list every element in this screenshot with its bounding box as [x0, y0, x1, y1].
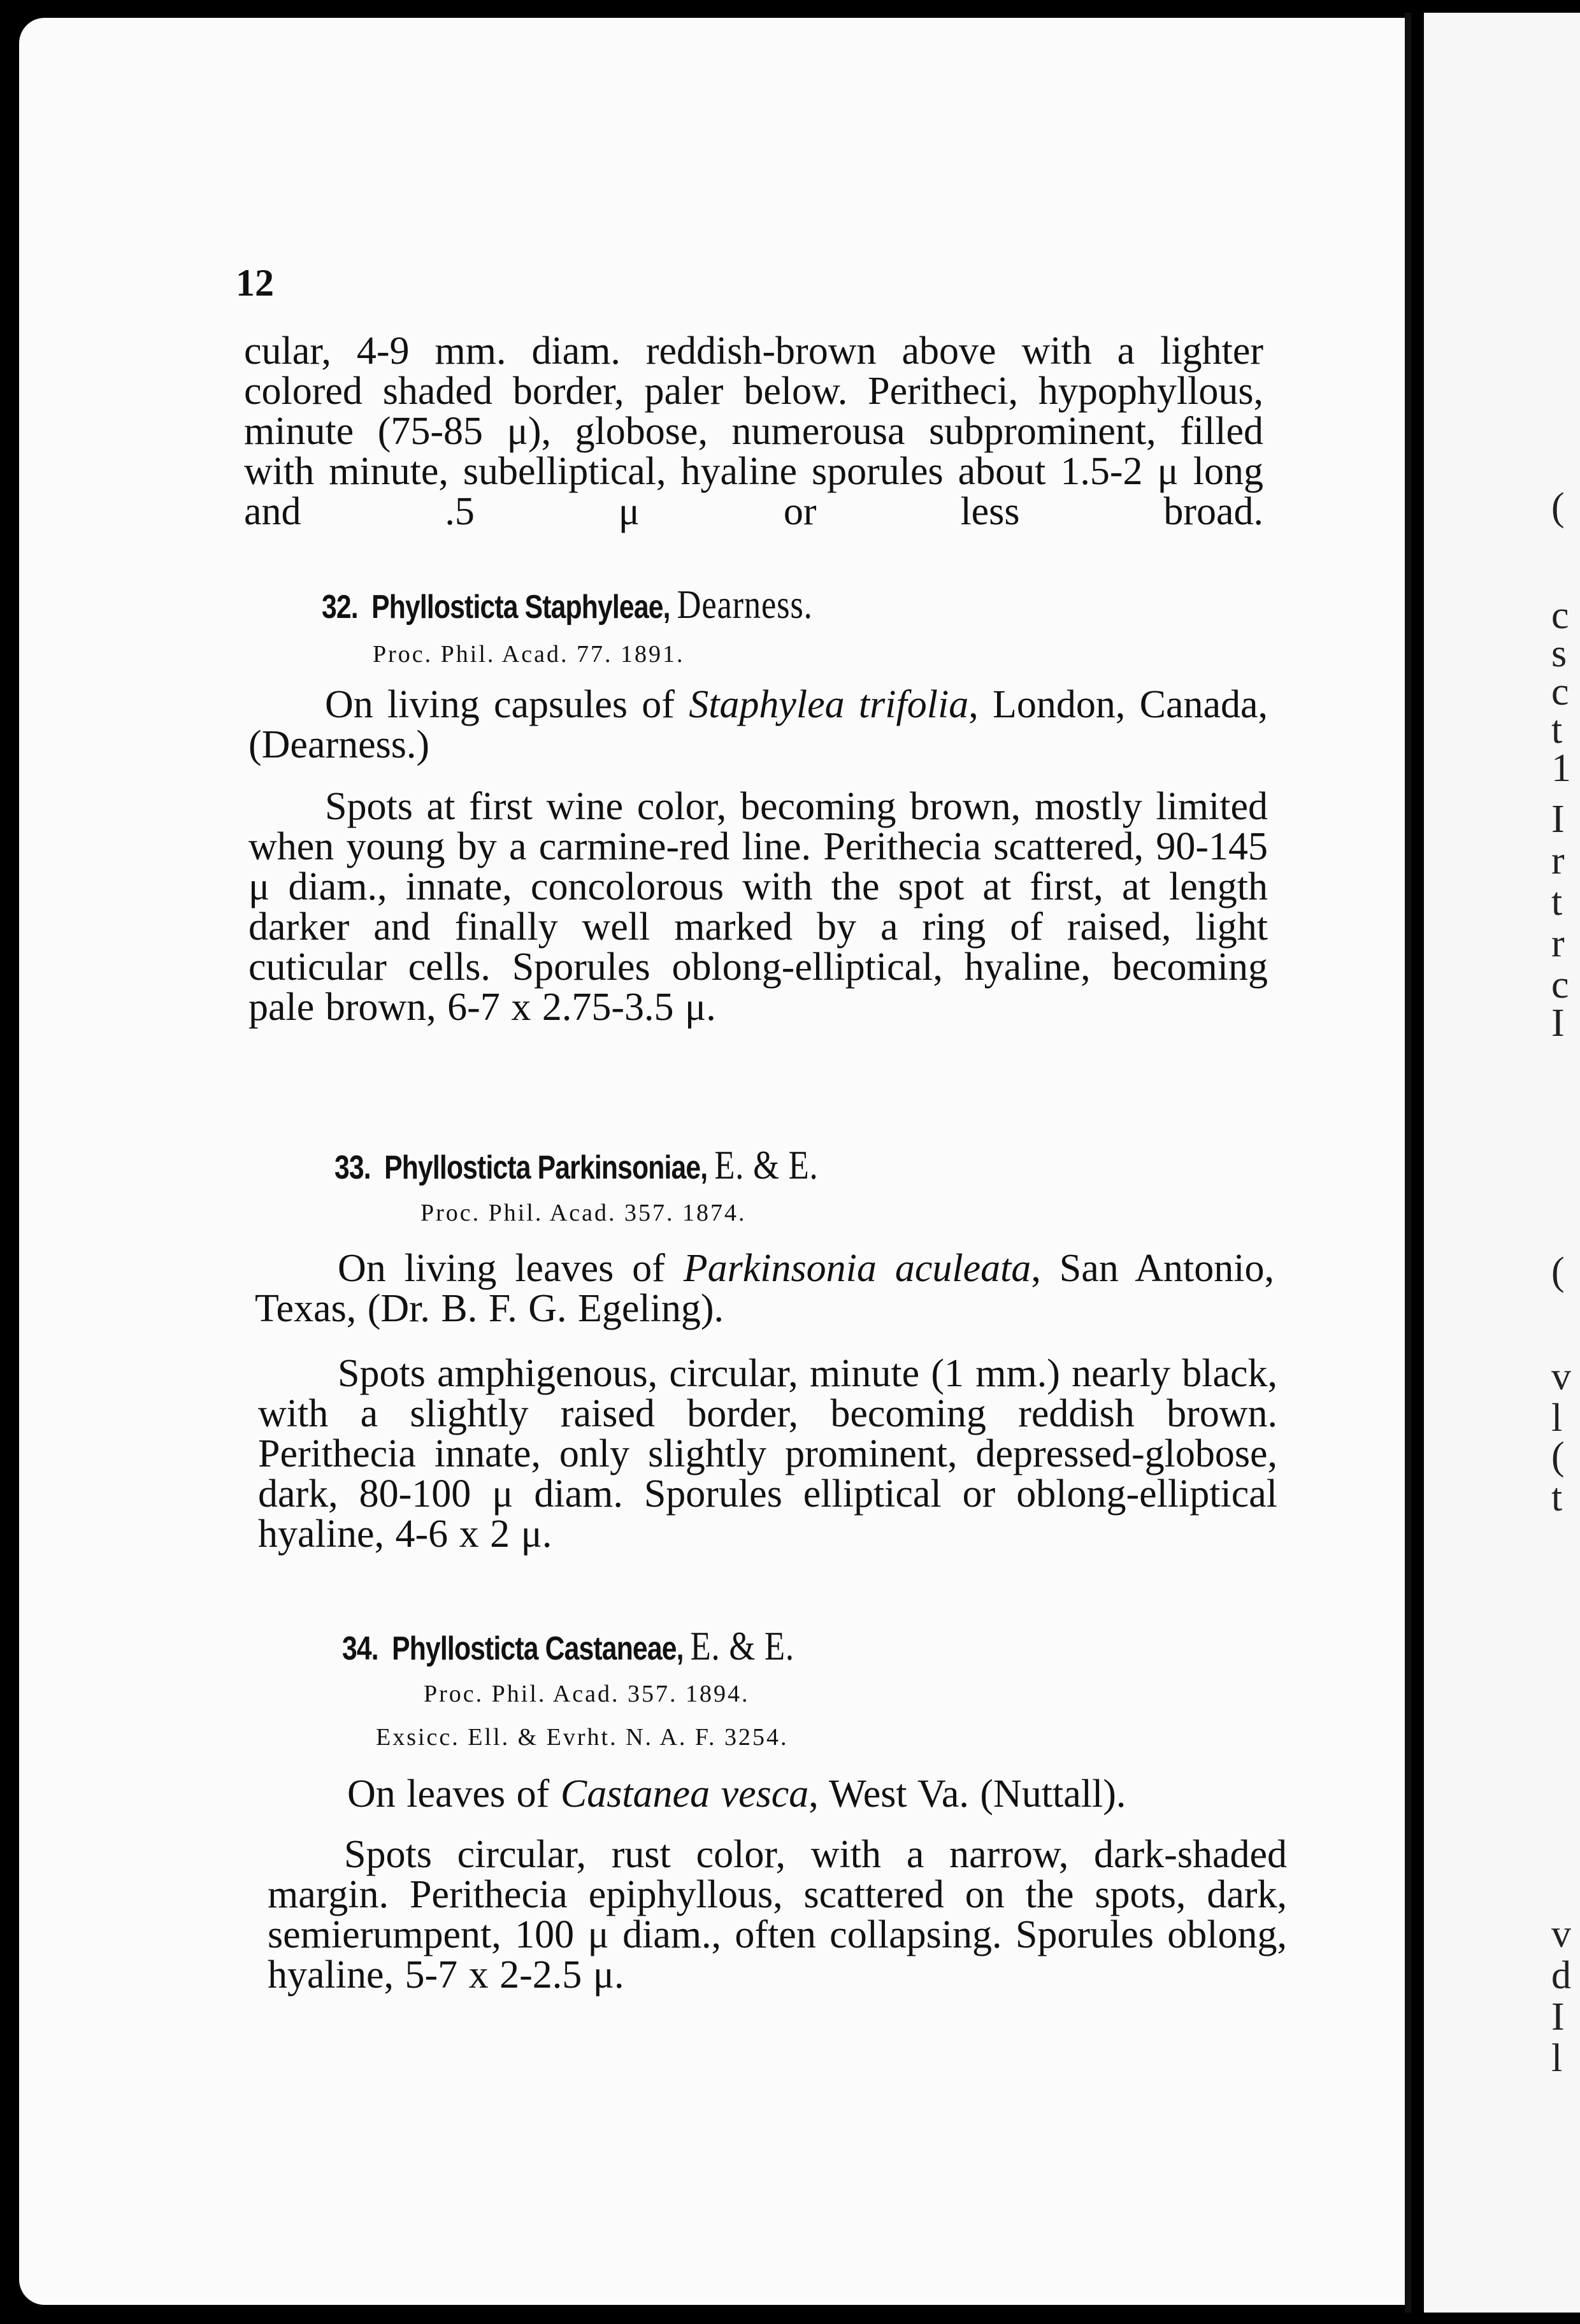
facing-page-fragment: l [1551, 1396, 1563, 1440]
species-author: Dearness. [677, 582, 813, 627]
host-plant: Castanea vesca [560, 1772, 809, 1816]
page-number: 12 [236, 262, 274, 304]
citation: Proc. Phil. Acad. 357. 1894. [424, 1681, 750, 1707]
facing-page-fragment: 1 [1551, 747, 1571, 790]
facing-page-fragment: I [1551, 1995, 1565, 2039]
facing-page-fragment: d [1551, 1954, 1571, 1997]
facing-page-fragment: ( [1551, 1250, 1565, 1293]
facing-page-fragment: l [1551, 2037, 1563, 2080]
habitat-paragraph: On living capsules of Staphylea trifolia, London, Canada, (Dearness.) [248, 683, 1268, 766]
facing-page-fragment: c [1551, 594, 1569, 637]
entry-number: 33. [334, 1149, 371, 1186]
facing-page-fragment: I [1551, 1001, 1565, 1045]
facing-page-fragment: v [1551, 1355, 1571, 1398]
continuation-paragraph: cular, 4-9 mm. diam. reddish-brown above with a lighter colored shaded border, paler below. Peritheci, hypophyllous, minute (75-85 μ), globose, numerousa subprominent, filled with minute, subelliptical, hyaline sporules about 1.5-2 μ long and .5 μ or less broad. [244, 329, 1263, 533]
facing-page-fragment: ( [1551, 1435, 1565, 1478]
entry-heading [334, 1142, 818, 1189]
entry-heading [342, 1623, 794, 1670]
facing-page-fragment: v [1551, 1912, 1571, 1956]
entry-number: 34. [342, 1630, 378, 1667]
species-author: E. & E. [690, 1623, 794, 1668]
description-paragraph: Spots at first wine color, becoming brown, mostly limited when young by a carmine-red line. Perithecia scattered, 90-145 μ diam., innate, concolorous with the spot at first, at length darker and finally well marked by a ring of raised, light cuticular cells. Sporules oblong-elliptical, hyaline, becoming pale brown, 6-7 x 2.75-3.5 μ. [248, 785, 1268, 1029]
facing-page-fragment: r [1551, 839, 1565, 882]
facing-page-fragment: ( [1551, 485, 1565, 529]
entry-heading [322, 581, 813, 628]
habitat-paragraph: On living leaves of Parkinsonia aculeata, San Antonio, Texas, (Dr. B. F. G. Egeling). [255, 1247, 1274, 1330]
description-paragraph: Spots amphigenous, circular, minute (1 mm.) nearly black, with a slightly raised border, becoming reddish brown. Perithecia innate, only slightly prominent, depressed-globose, dark, 80-100 μ diam. Sporules elliptical or oblong-elliptical hyaline, 4-6 x 2 μ. [258, 1352, 1277, 1556]
entry-number: 32. [322, 589, 358, 626]
facing-page-fragment: c [1551, 670, 1569, 714]
facing-page-fragment: c [1551, 963, 1569, 1007]
facing-page-edge [1424, 13, 1580, 2313]
page-gutter [1405, 13, 1411, 2313]
citation: Proc. Phil. Acad. 77. 1891. [373, 641, 685, 668]
facing-page-fragment: t [1551, 880, 1563, 924]
citation: Exsicc. Ell. & Evrht. N. A. F. 3254. [376, 1724, 789, 1751]
species-author: E. & E. [714, 1142, 819, 1187]
host-plant: Parkinsonia aculeata [683, 1247, 1031, 1290]
species-name: Phyllosticta Parkinsoniae, [384, 1149, 708, 1186]
description-paragraph: Spots circular, rust color, with a narrow, dark-shaded margin. Perithecia epiphyllous, scattered on the spots, dark, semierumpent, 100 μ diam., often collapsing. Sporules oblong, hyaline, 5-7 x 2-2.5 μ. [268, 1833, 1287, 1997]
habitat-paragraph: On leaves of Castanea vesca, West Va. (Nuttall). [347, 1772, 1126, 1816]
facing-page-fragment: t [1551, 1476, 1563, 1519]
facing-page-fragment: r [1551, 922, 1565, 965]
facing-page-fragment: I [1551, 798, 1565, 841]
citation: Proc. Phil. Acad. 357. 1874. [420, 1200, 747, 1226]
facing-page-fragment: s [1551, 632, 1567, 675]
species-name: Phyllosticta Staphyleae, [371, 589, 670, 626]
facing-page-fragment: t [1551, 708, 1563, 752]
host-plant: Staphylea trifolia [689, 683, 969, 726]
species-name: Phyllosticta Castaneae, [392, 1630, 684, 1667]
